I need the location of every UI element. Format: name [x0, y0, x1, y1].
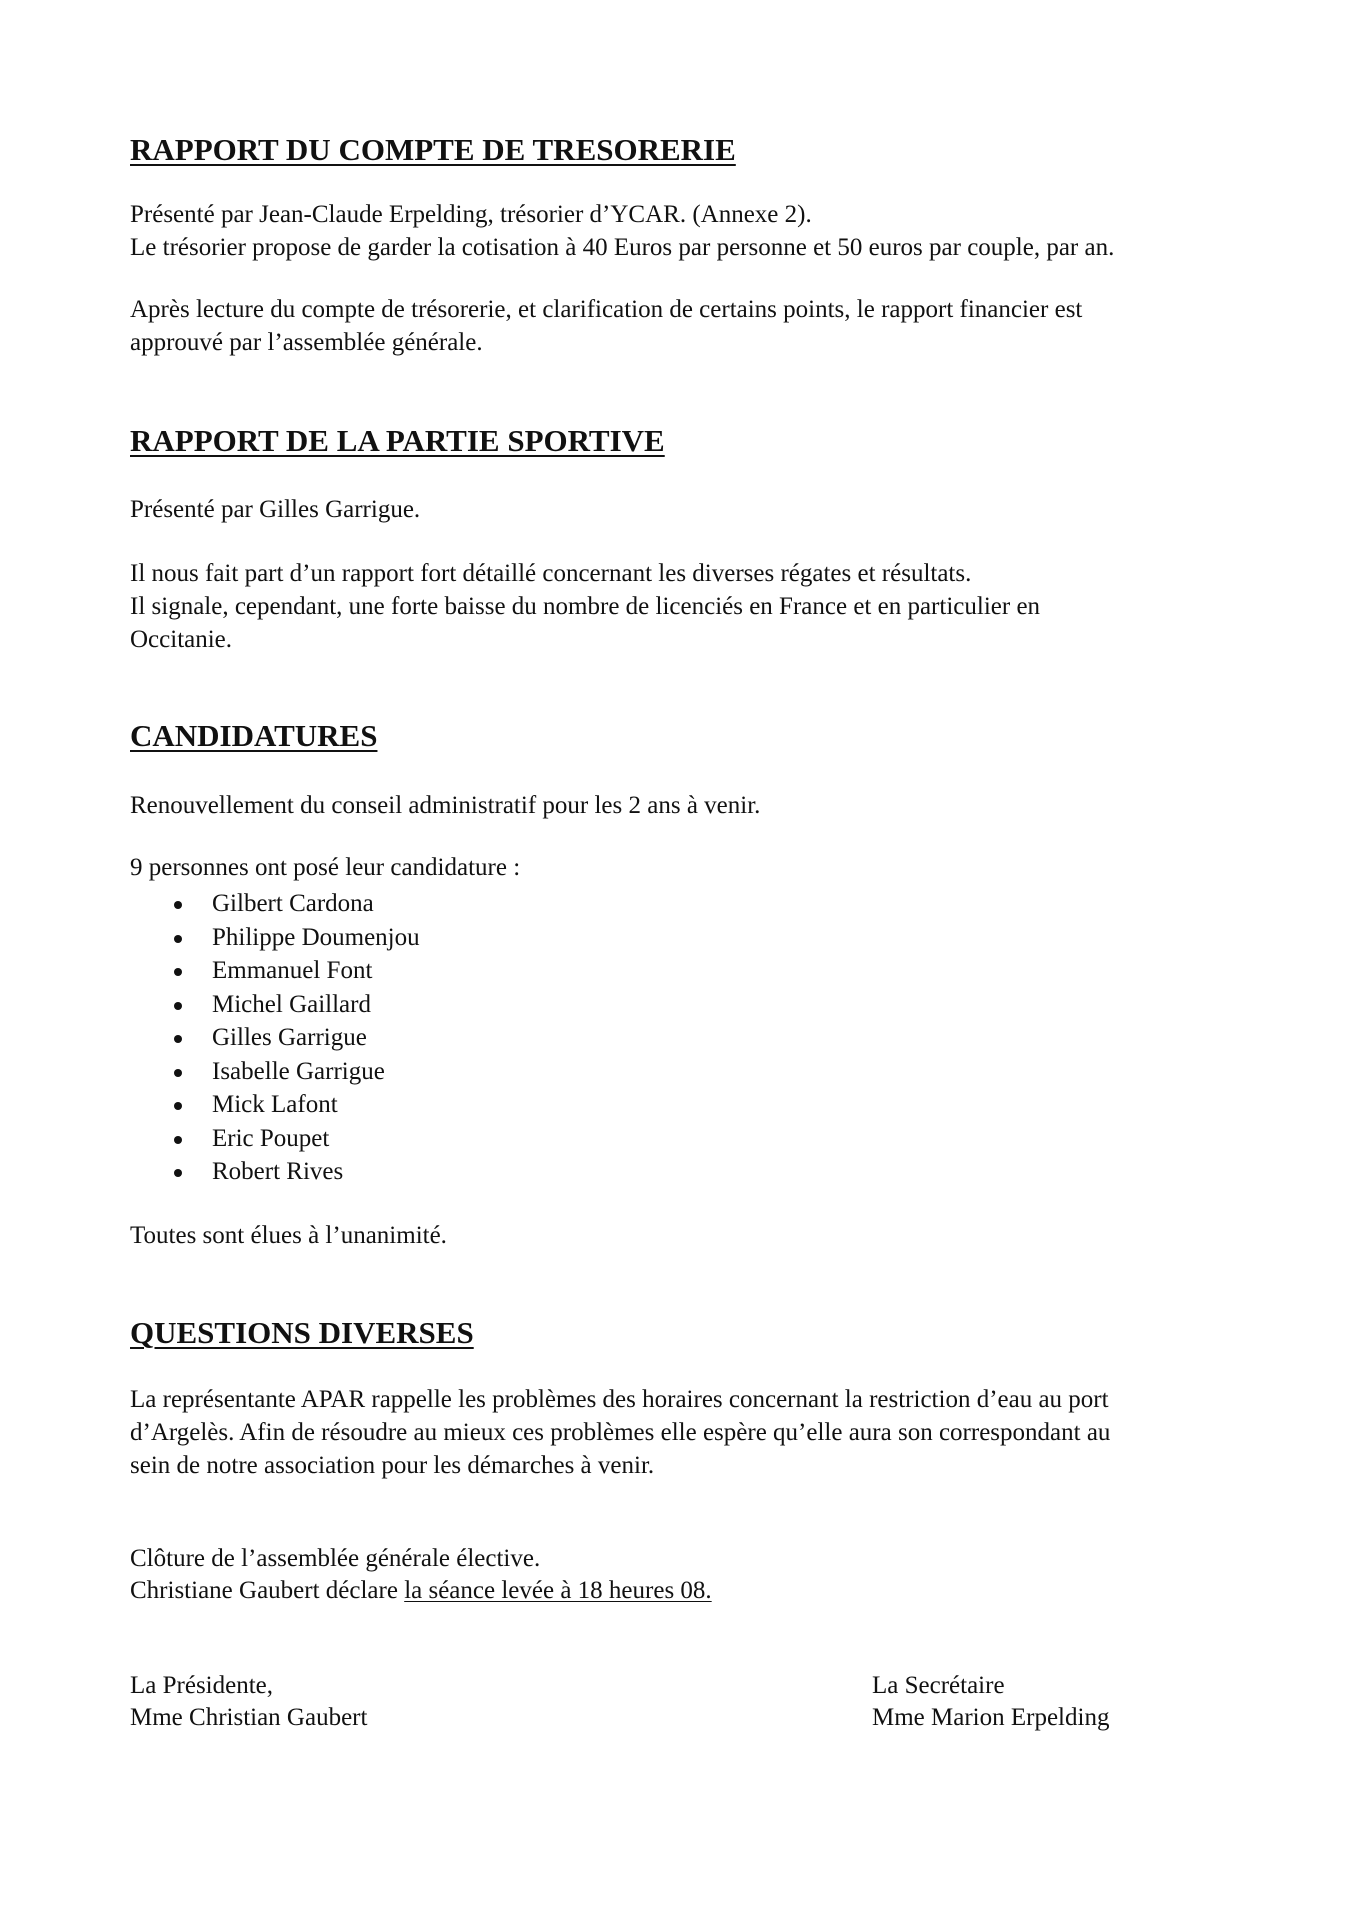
candidate-name: Gilles Garrigue: [212, 1024, 367, 1051]
treasury-approval-line-2: approuvé par l’assemblée générale.: [130, 329, 483, 356]
treasury-proposal-line: Le trésorier propose de garder la cotisation à 40 Euros par personne et 50 euros par couple, par an.: [130, 234, 1115, 261]
list-item: [172, 1021, 420, 1055]
bullet-icon: [174, 1136, 182, 1144]
closing-line-2: [130, 1575, 712, 1607]
sport-heading: RAPPORT DE LA PARTIE SPORTIVE: [130, 423, 665, 458]
bullet-icon: [174, 1002, 182, 1010]
sport-decline-line-2: Occitanie.: [130, 626, 233, 653]
candidate-name: Mick Lafont: [212, 1091, 338, 1118]
candidate-name: Michel Gaillard: [212, 990, 371, 1018]
secretary-title: La Secrétaire: [872, 1672, 1005, 1699]
questions-line-3: sein de notre association pour les démarches à venir.: [130, 1452, 655, 1479]
bullet-icon: [174, 901, 182, 909]
closing-time-text: la séance levée à 18 heures 08.: [404, 1577, 712, 1604]
candidate-name: Eric Poupet: [212, 1124, 330, 1152]
list-item: [172, 954, 420, 988]
list-item: [172, 1122, 420, 1156]
candidate-list: [172, 887, 420, 1189]
president-title: La Présidente,: [130, 1672, 274, 1699]
sport-decline-line-1: Il signale, cependant, une forte baisse du nombre de licenciés en France et en particulier en: [130, 593, 1041, 620]
sport-presenter-line: Présenté par Gilles Garrigue.: [130, 496, 421, 523]
treasury-heading: RAPPORT DU COMPTE DE TRESORERIE: [130, 132, 736, 167]
bullet-icon: [174, 1102, 182, 1110]
candidatures-count-line: 9 personnes ont posé leur candidature :: [130, 854, 521, 881]
treasury-approval-line-1: Après lecture du compte de trésorerie, et clarification de certains points, le rapport financier est: [130, 296, 1083, 323]
bullet-icon: [174, 968, 182, 976]
candidate-name: Philippe Doumenjou: [212, 923, 420, 951]
list-item: [172, 921, 420, 955]
secretary-name: Mme Marion Erpelding: [872, 1704, 1110, 1731]
list-item: [172, 887, 420, 921]
list-item: [172, 1088, 420, 1122]
closing-declaration-text: Christiane Gaubert déclare: [130, 1577, 405, 1604]
candidatures-renewal-line: Renouvellement du conseil administratif pour les 2 ans à venir.: [130, 792, 761, 819]
bullet-icon: [174, 935, 182, 943]
candidate-name: Emmanuel Font: [212, 957, 373, 984]
candidate-name: Isabelle Garrigue: [212, 1057, 385, 1085]
questions-heading: QUESTIONS DIVERSES: [130, 1315, 474, 1350]
bullet-icon: [174, 1169, 182, 1177]
candidate-name: Gilbert Cardona: [212, 890, 374, 917]
treasury-presenter-line: Présenté par Jean-Claude Erpelding, trésorier d’YCAR. (Annexe 2).: [130, 201, 812, 228]
list-item: [172, 1055, 420, 1089]
candidate-name: Robert Rives: [212, 1158, 344, 1185]
bullet-icon: [174, 1069, 182, 1077]
sport-report-line: Il nous fait part d’un rapport fort détaillé concernant les diverses régates et résultats.: [130, 560, 972, 587]
candidatures-heading: CANDIDATURES: [130, 718, 378, 753]
bullet-icon: [174, 1035, 182, 1043]
questions-line-1: La représentante APAR rappelle les problèmes des horaires concernant la restriction d’eau au port: [130, 1386, 1109, 1413]
candidatures-result-line: Toutes sont élues à l’unanimité.: [130, 1222, 447, 1249]
list-item: [172, 988, 420, 1022]
questions-line-2: d’Argelès. Afin de résoudre au mieux ces problèmes elle espère qu’elle aura son correspondant au: [130, 1419, 1111, 1446]
list-item: [172, 1155, 420, 1189]
closing-line-1: Clôture de l’assemblée générale élective.: [130, 1545, 541, 1572]
president-name: Mme Christian Gaubert: [130, 1704, 368, 1731]
